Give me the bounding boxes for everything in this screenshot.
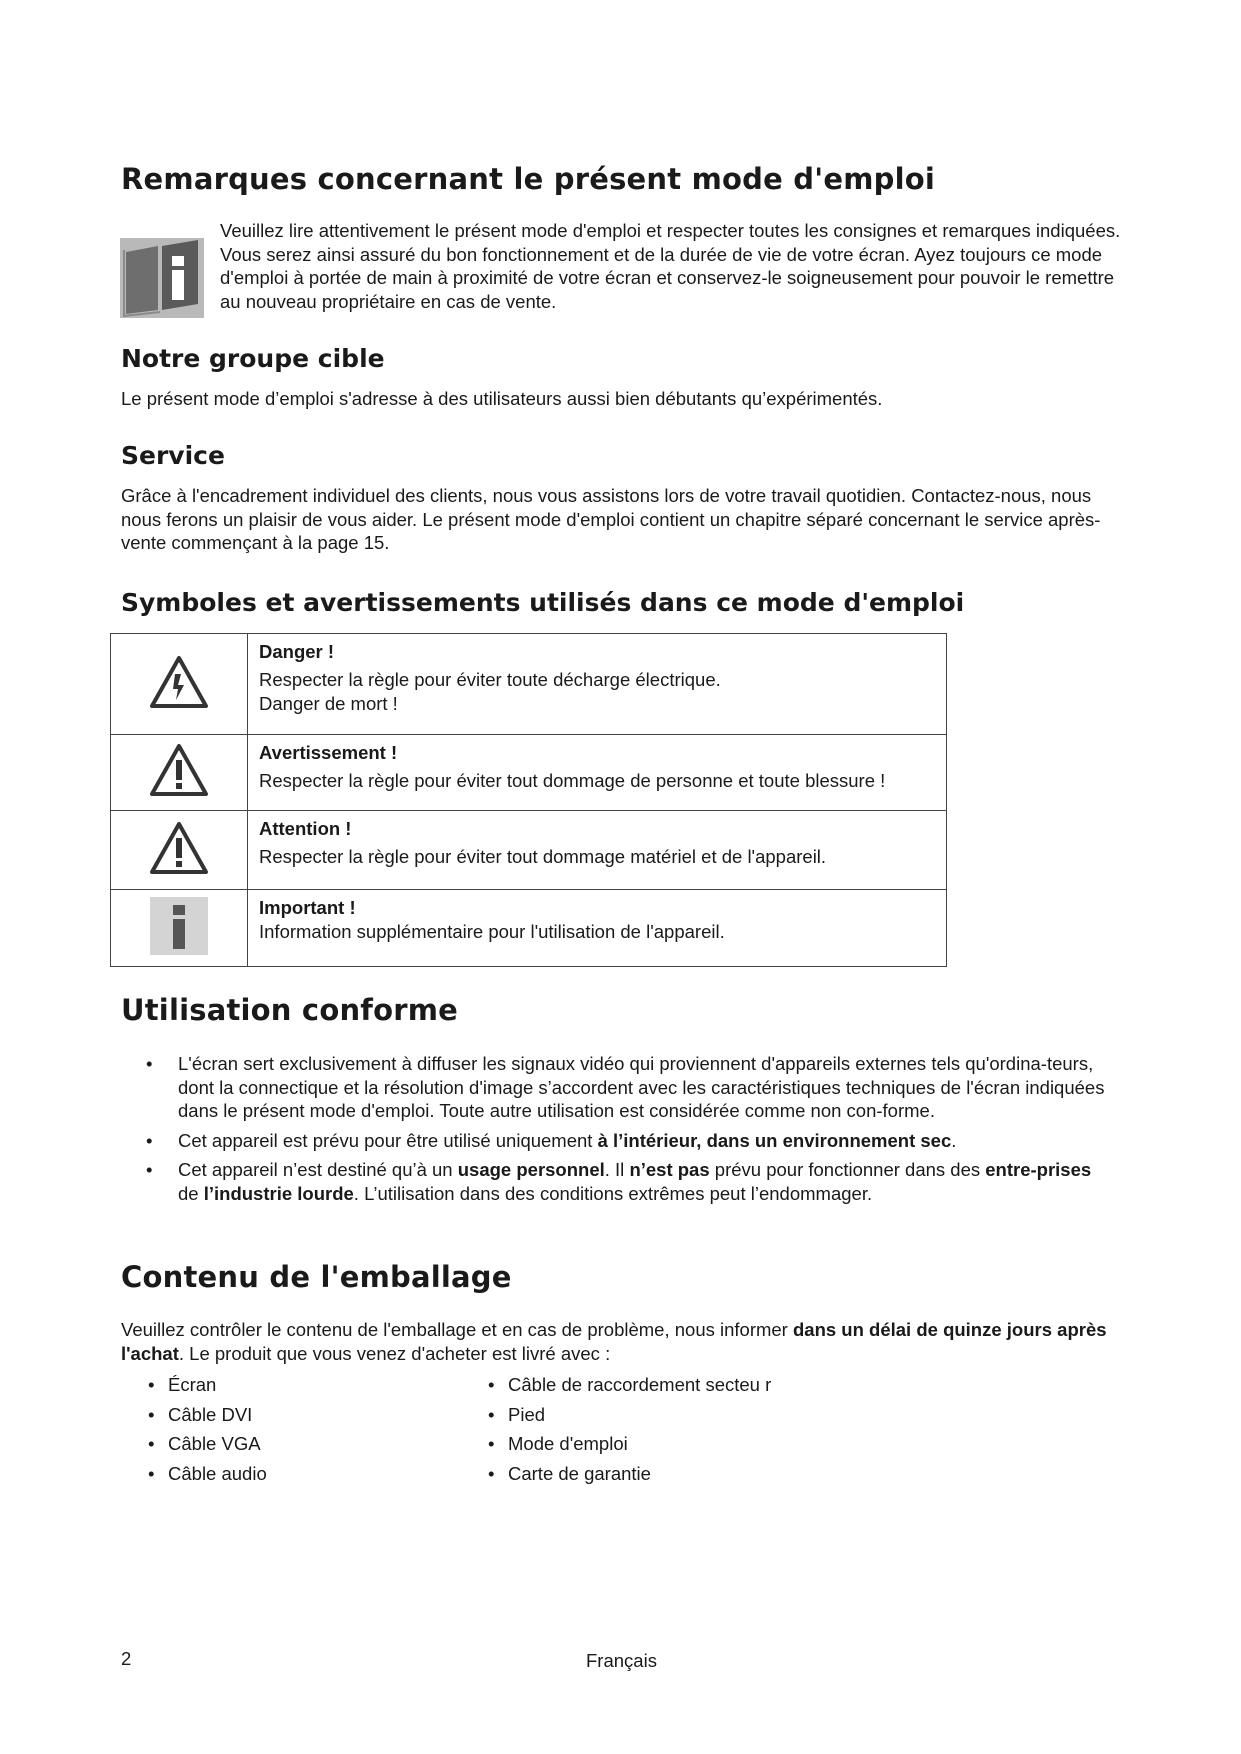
section-title-remarques: Remarques concernant le présent mode d'emploi bbox=[121, 162, 935, 196]
section-text-groupe-cible: Le présent mode d’emploi s'adresse à des utilisateurs aussi bien débutants qu’expérimentés. bbox=[121, 388, 883, 409]
info-book-icon bbox=[120, 234, 204, 318]
section-text-service: Grâce à l'encadrement individuel des clients, nous vous assistons lors de votre travail quotidien. Contactez-nous, nous nous ferons un plaisir de vous aider. Le présent mode d'emploi contient un chapitre séparé concernant le service après-vente commençant à la page 15. bbox=[121, 485, 1101, 553]
exclamation-warning-icon bbox=[148, 742, 210, 798]
bullet-text: de bbox=[178, 1182, 204, 1204]
info-icon bbox=[150, 897, 208, 955]
contenu-text: Veuillez contrôler le contenu de l'emballage et en cas de problème, nous informer bbox=[121, 1319, 793, 1340]
bullet-text: Cet appareil n’est destiné qu’à un bbox=[178, 1159, 458, 1180]
bullet-bold: entre-prises bbox=[985, 1159, 1092, 1180]
package-list-left bbox=[148, 1370, 267, 1488]
symbols-table bbox=[110, 633, 947, 967]
list-item: • Câble DVI bbox=[148, 1400, 267, 1430]
list-item bbox=[146, 1158, 1106, 1205]
table-row bbox=[111, 634, 947, 735]
bullet-bold: n’est pas bbox=[629, 1159, 710, 1180]
list-item: • Câble de raccordement secteu r bbox=[488, 1370, 771, 1400]
list-item: • Câble audio bbox=[148, 1459, 267, 1489]
symbol-title: Important ! bbox=[259, 897, 356, 918]
symbol-desc: Respecter la règle pour éviter tout dommage de personne et toute blessure ! bbox=[259, 770, 886, 791]
list-item: • Carte de garantie bbox=[488, 1459, 771, 1489]
section-title-service: Service bbox=[121, 441, 225, 470]
symbol-title: Attention ! bbox=[259, 818, 352, 839]
bullet-text: prévu pour fonctionner dans des bbox=[709, 1159, 986, 1180]
footer-language: Français bbox=[586, 1650, 657, 1671]
exclamation-warning-icon bbox=[148, 820, 210, 876]
section-title-contenu: Contenu de l'emballage bbox=[121, 1260, 512, 1294]
list-item: • Câble VGA bbox=[148, 1429, 267, 1459]
bullet-bold: l’industrie lourde bbox=[203, 1182, 354, 1204]
symbol-title: Danger ! bbox=[259, 641, 335, 662]
list-item bbox=[146, 1052, 1106, 1123]
symbol-title: Avertissement ! bbox=[259, 742, 398, 763]
bullet-text: Cet appareil est prévu pour être utilisé uniquement bbox=[178, 1129, 598, 1151]
page-number: 2 bbox=[121, 1648, 132, 1669]
table-row bbox=[111, 811, 947, 890]
package-list-right bbox=[488, 1370, 771, 1488]
symbol-desc: Information supplémentaire pour l'utilisation de l'appareil. bbox=[259, 921, 725, 942]
section-text-contenu bbox=[121, 1318, 1131, 1365]
section-text-remarques: Veuillez lire attentivement le présent mode d'emploi et respecter toutes les consignes et remarques indiquées. Vous serez ainsi assuré du bon fonctionnement et de la durée de vie de votre écran. Ayez toujours ce mode d'emploi à portée de main à proximité de votre écran et conservez-le soigneusement pour pouvoir le remettre au nouveau propriétaire en cas de vente. bbox=[220, 220, 1121, 312]
table-row bbox=[111, 735, 947, 811]
bullet-text: L'écran sert exclusivement à diffuser les signaux vidéo qui proviennent d'appareils externes tels qu'ordina-teurs, dont la connectique et la résolution d'image s’accordent avec les caractéristiques techniques de l'écran indiquées dans le présent mode d'emploi. Toute autre utilisation est considérée comme non con-forme. bbox=[178, 1053, 1105, 1121]
bullet-text: . L’utilisation dans des conditions extrêmes peut l’endommager. bbox=[353, 1182, 873, 1204]
symbol-desc: Respecter la règle pour éviter tout dommage matériel et de l'appareil. bbox=[259, 846, 827, 867]
list-item: • Mode d'emploi bbox=[488, 1429, 771, 1459]
symbol-desc: Respecter la règle pour éviter toute décharge électrique. bbox=[259, 669, 721, 690]
section-title-utilisation: Utilisation conforme bbox=[121, 993, 459, 1027]
bullet-text: . Il bbox=[604, 1159, 630, 1180]
electric-warning-icon bbox=[148, 654, 210, 710]
section-title-groupe-cible: Notre groupe cible bbox=[121, 344, 385, 373]
bullet-text: . bbox=[951, 1129, 957, 1151]
contenu-bold: dans un délai de quinze jours après l'achat bbox=[121, 1319, 1107, 1364]
symbol-desc: Danger de mort ! bbox=[259, 693, 398, 714]
bullet-bold: usage personnel bbox=[457, 1159, 605, 1180]
section-title-symboles: Symboles et avertissements utilisés dans ce mode d'emploi bbox=[121, 588, 965, 617]
bullet-bold: à l’intérieur, dans un environnement sec bbox=[597, 1129, 952, 1151]
usage-bullet-list bbox=[146, 1052, 1106, 1211]
contenu-text: . Le produit que vous venez d'acheter est livré avec : bbox=[178, 1342, 611, 1364]
table-row bbox=[111, 890, 947, 967]
list-item bbox=[146, 1129, 1106, 1153]
list-item: • Pied bbox=[488, 1400, 771, 1430]
list-item: • Écran bbox=[148, 1370, 267, 1400]
